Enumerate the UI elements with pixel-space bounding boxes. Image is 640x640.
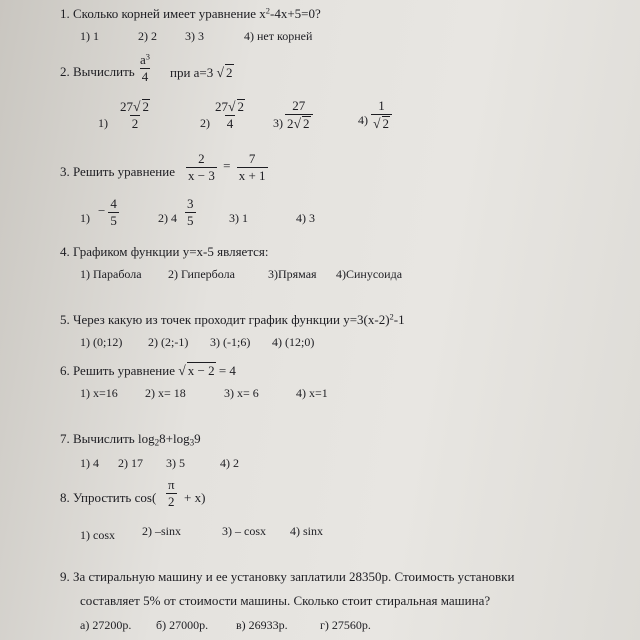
q8-frac-denominator: 2: [168, 493, 175, 509]
q8-frac-numerator: π: [168, 477, 175, 492]
q8-fraction: [166, 478, 177, 508]
question-9-line-1: 9. За стиральную машину и ее установку заплатили 28350р. Стоимость установки: [60, 569, 515, 584]
q2-fraction: [138, 53, 152, 83]
q2-option-2-label: 2): [200, 116, 210, 130]
q9-option-v: в) 26933р.: [236, 618, 288, 632]
q7-mid-text: 8+log: [159, 431, 190, 446]
q8-option-2: 2) –sinx: [142, 524, 181, 538]
q8-option-3: 3) – cosx: [222, 524, 266, 538]
q2-stem-end-text: при a=3: [170, 65, 214, 80]
question-1-stem: [60, 6, 321, 22]
q2-option-2: [213, 99, 247, 131]
question-7-stem: [60, 431, 201, 447]
q3-option-3: 3) 1: [229, 211, 248, 225]
q9-option-a: а) 27200р.: [80, 618, 132, 632]
q3-lhs-denominator: x − 3: [188, 167, 215, 183]
q3-opt1-numerator: 4: [110, 196, 117, 211]
q2-opt1-denominator: 2: [131, 116, 139, 132]
q3-opt1-denominator: 5: [110, 212, 117, 228]
sqrt-icon: √: [216, 65, 225, 80]
q2-opt1-radicand: 2: [142, 99, 149, 114]
q5-option-3: 3) (-1;6): [210, 335, 251, 349]
q3-option-1: [98, 197, 119, 227]
q6-stem-end: = 4: [218, 363, 236, 378]
q2-option-3-label: 3): [273, 116, 283, 130]
q2-opt3-coef: 2: [287, 115, 294, 131]
q2-option-1-label: 1): [98, 116, 108, 130]
question-9-line-2: составляет 5% от стоимости машины. Сколько стоит стиральная машина?: [80, 593, 491, 608]
q1-stem-end: -4x+5=0?: [270, 6, 321, 21]
q7-option-2: 2) 17: [118, 456, 143, 470]
question-8-stem: 8. Упростить cos(: [60, 490, 157, 505]
q4-option-2: 2) Гипербола: [168, 267, 235, 281]
q3-rhs-numerator: 7: [248, 151, 256, 166]
q2-option-4: [371, 99, 392, 131]
q6-option-3: 3) x= 6: [224, 386, 259, 400]
q7-log-base-1: 2: [154, 437, 160, 448]
q1-stem-text: 1. Сколько корней имеет уравнение x: [60, 6, 266, 21]
q3-opt2-denominator: 5: [187, 212, 194, 228]
q5-option-4: 4) (12;0): [272, 335, 315, 349]
q1-option-2: 2) 2: [138, 29, 157, 43]
q7-option-4: 4) 2: [220, 456, 239, 470]
q3-equation: [186, 152, 268, 182]
q6-option-2: 2) x= 18: [145, 386, 186, 400]
question-2-stem-label: 2. Вычислить: [60, 64, 135, 79]
q1-option-1: 1) 1: [80, 29, 99, 43]
q1-exponent: 2: [265, 5, 271, 16]
q2-stem-end: [170, 64, 234, 81]
q7-log-base-2: 3: [189, 437, 195, 448]
q8-option-1: 1) cosx: [80, 528, 115, 542]
q3-opt2-numerator: 3: [187, 196, 194, 211]
sqrt-icon: √: [293, 115, 301, 131]
q2-frac-denominator: 4: [141, 68, 149, 84]
q2-opt3-radicand: 2: [303, 115, 310, 131]
q7-stem-text: 7. Вычислить log: [60, 431, 155, 446]
q3-option-2: [185, 197, 196, 227]
q3-option-1-label: 1): [80, 211, 90, 225]
q2-option-1: [118, 99, 152, 131]
q2-opt2-coef: 27: [215, 99, 228, 114]
question-4-stem: 4. Графиком функции y=x-5 является:: [60, 244, 269, 259]
q6-option-4: 4) x=1: [296, 386, 328, 400]
q7-end-text: 9: [194, 431, 201, 446]
q2-opt3-numerator: 27: [292, 98, 306, 113]
q2-opt4-numerator: 1: [378, 98, 385, 113]
q7-option-1: 1) 4: [80, 456, 99, 470]
q3-option-4: 4) 3: [296, 211, 315, 225]
q2-opt2-denominator: 4: [226, 116, 234, 132]
q6-stem-text: 6. Решить уравнение: [60, 363, 175, 378]
q9-option-b: б) 27000р.: [156, 618, 209, 632]
q4-option-3: 3)Прямая: [268, 267, 317, 281]
q3-opt1-sign: −: [98, 203, 106, 219]
q3-option-2-label: 2) 4: [158, 211, 177, 225]
sqrt-icon: √: [133, 99, 141, 114]
q3-rhs-denominator: x + 1: [238, 167, 266, 183]
question-3-stem: 3. Решить уравнение: [60, 164, 175, 179]
q4-option-4: 4)Синусоида: [336, 267, 403, 281]
sqrt-icon: √: [228, 99, 236, 114]
q5-exponent: 2: [389, 311, 394, 322]
q2-option-4-label: 4): [358, 113, 368, 127]
q2-opt1-coef: 27: [120, 99, 133, 114]
q9-option-g: г) 27560р.: [320, 618, 371, 632]
sqrt-icon: √: [373, 115, 381, 131]
q2-opt4-radicand: 2: [382, 115, 389, 131]
sqrt-icon: √: [178, 363, 186, 378]
q6-option-1: 1) x=16: [80, 386, 118, 400]
q2-frac-exponent: 3: [145, 51, 150, 62]
q5-option-2: 2) (2;-1): [148, 335, 189, 349]
q1-option-4: 4) нет корней: [244, 29, 313, 43]
question-6-stem: [60, 362, 236, 379]
q2-option-3: [285, 99, 313, 131]
q5-option-1: 1) (0;12): [80, 335, 123, 349]
q4-option-1: 1) Парабола: [80, 267, 142, 281]
q5-stem-text: 5. Через какую из точек проходит график функции y=3(x-2): [60, 312, 390, 327]
q8-option-4: 4) sinx: [290, 524, 323, 538]
q2-opt2-radicand: 2: [237, 99, 244, 114]
q7-option-3: 3) 5: [166, 456, 185, 470]
q2-radicand: 2: [226, 65, 233, 80]
q2-frac-numerator: a: [140, 52, 146, 67]
question-5-stem: [60, 312, 405, 328]
q1-option-3: 3) 3: [185, 29, 204, 43]
q5-stem-end: -1: [393, 312, 405, 327]
q3-equals: =: [223, 158, 231, 174]
q6-radicand: x − 2: [187, 363, 215, 378]
q3-lhs-numerator: 2: [198, 151, 205, 166]
q8-stem-end: + x): [184, 490, 206, 505]
